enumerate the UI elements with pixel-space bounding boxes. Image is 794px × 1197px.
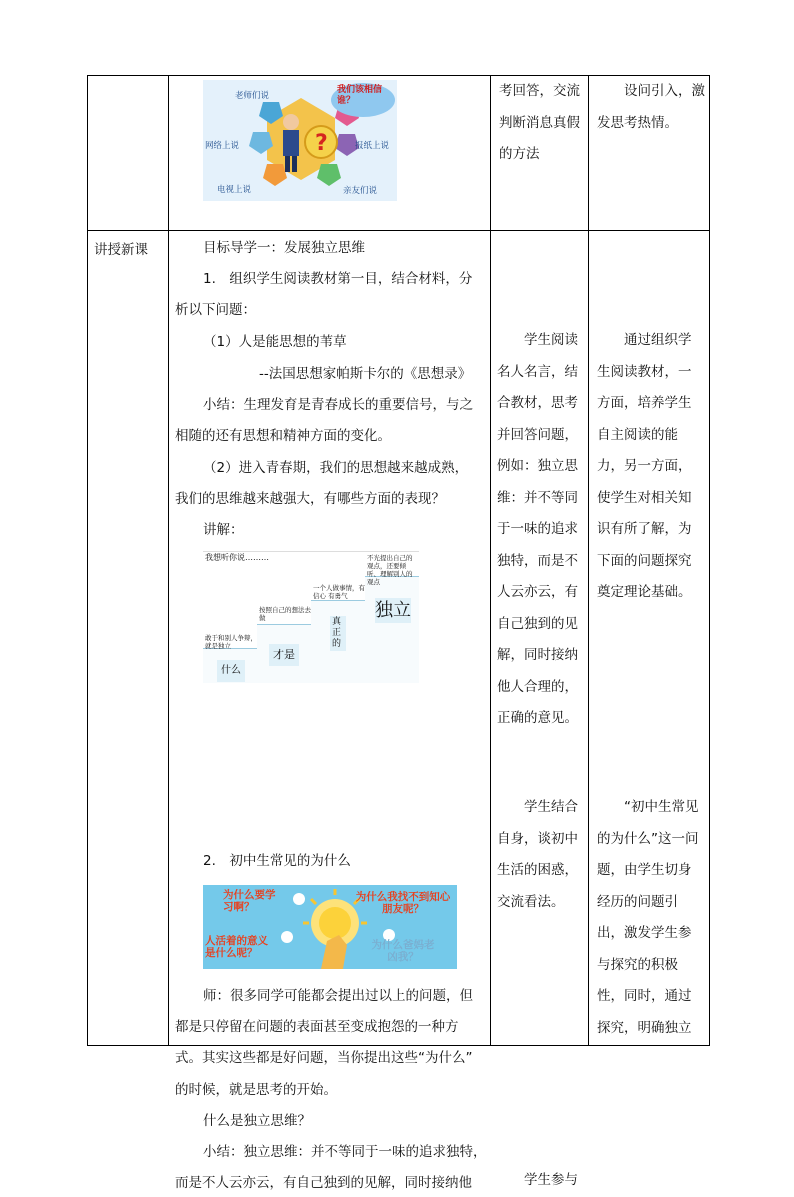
item1-line1: 1. 组织学生阅读教材第一目，结合材料，分 (203, 271, 473, 287)
table-row (88, 231, 710, 1046)
stairs-image (203, 551, 419, 683)
cell-image (169, 76, 491, 231)
cell-student-activity (491, 76, 589, 231)
item1-line2: 析以下问题： (175, 302, 256, 318)
teacher-line2: 都是只停留在问题的表面甚至变成抱怨的一种方 (175, 1019, 459, 1035)
step2-note: 按照自己的想法去做 (259, 606, 311, 622)
label-internet: 网络上说 (205, 141, 240, 151)
quote-source: --法国思想家帕斯卡尔的《思想录》 (259, 366, 472, 382)
what-is-independent: 什么是独立思维？ (203, 1113, 311, 1129)
why-q1: 为什么要学习啊？ (223, 889, 276, 913)
student-activity-b: 学生结合自身，谈初中生活的困惑，交流看法。 (497, 799, 578, 910)
common-whys-image (203, 885, 457, 969)
quote-line: （1）人是能思想的苇草 (203, 334, 347, 350)
table-row (88, 76, 710, 231)
student-activity-text: 考回答，交流判断消息真假的方法 (499, 83, 580, 162)
cell-design-intent (589, 76, 710, 231)
label-relatives: 亲友们说 (343, 186, 378, 196)
stairs-header: 我想听你说……… (205, 553, 269, 562)
step2-word: 才是 (269, 644, 299, 666)
svg-text:?: ? (315, 131, 328, 156)
label-teachers: 老师们说 (235, 91, 270, 101)
step1-note: 敢于和别人争辩，就是独立 (205, 634, 257, 650)
why-q3: 人活着的意义是什么呢？ (205, 935, 268, 959)
cell-empty (88, 76, 169, 231)
cell-design-intent (589, 231, 710, 1046)
summary2-line2: 而是不人云亦云，有自己独到的见解，同时接纳他 (175, 1175, 472, 1191)
cell-stage (88, 231, 169, 1046)
question2-line1: （2）进入青春期，我们的思想越来越成熟， (203, 460, 469, 476)
design-intent-a: 通过组织学生阅读教材，一方面，培养学生自主阅读的能力，另一方面，使学生对相关知识有所了解，为下面的问题探究奠定理论基础。 (597, 332, 692, 600)
student-activity-a: 学生阅读名人名言，结合教材，思考并回答问题，例如：独立思维：并不等同于一味的追求独特，而是不人云亦云，有自己独到的见解，同时接纳他人合理的，正确的意见。 (497, 332, 578, 726)
teacher-line4: 的时候，就是思考的开始。 (175, 1082, 337, 1098)
explain-label: 讲解： (203, 522, 244, 538)
label-tv: 电视上说 (217, 185, 252, 195)
why-q2: 为什么我找不到知心朋友呢？ (355, 891, 451, 915)
step3-note: 一个人做事情，有信心 有勇气 (313, 584, 365, 600)
design-intent-text: 设问引入，激发思考热情。 (597, 83, 705, 131)
step4-note: 不光提出自己的观点，还要倾听、理解别人的观点 (367, 554, 413, 586)
step4-word: 独立 (375, 600, 411, 621)
question2-line2: 我们的思维越来越强大，有哪些方面的表现？ (175, 491, 445, 507)
lesson-table (87, 75, 710, 1191)
why-q4: 为什么爸妈老凶我？ (371, 939, 435, 963)
stage-label: 讲授新课 (94, 242, 148, 258)
step1-word: 什么 (217, 660, 245, 682)
cell-teaching-content (169, 231, 491, 1191)
step3-word: 真正的 (330, 616, 346, 651)
summary1-line2: 相随的还有思想和精神方面的变化。 (175, 428, 391, 444)
goal-heading: 目标导学一：发展独立思维 (203, 240, 365, 256)
stair-step-4 (365, 576, 419, 683)
design-intent-b: “初中生常见的为什么”这一问题，由学生切身经历的问题引出，激发学生参与探究的积极性，同时，通过探究，明确独立 (597, 799, 699, 1036)
cell-student-activity (491, 231, 589, 1188)
summary2-line1: 小结：独立思维：并不等同于一味的追求独特， (203, 1144, 487, 1160)
student-activity-c: 学生参与 (524, 1172, 578, 1188)
who-to-believe-image (203, 80, 397, 201)
bubble-text: 我们该相信谁？ (337, 85, 383, 106)
teacher-line3: 式。其实这些都是好问题，当你提出这些“为什么” (175, 1050, 473, 1066)
item2-heading: 2. 初中生常见的为什么 (203, 853, 351, 869)
teacher-line1: 师：很多同学可能都会提出过以上的问题，但 (203, 988, 473, 1004)
label-newspaper: 报纸上说 (355, 141, 390, 151)
summary1-line1: 小结：生理发育是青春成长的重要信号，与之 (203, 397, 473, 413)
